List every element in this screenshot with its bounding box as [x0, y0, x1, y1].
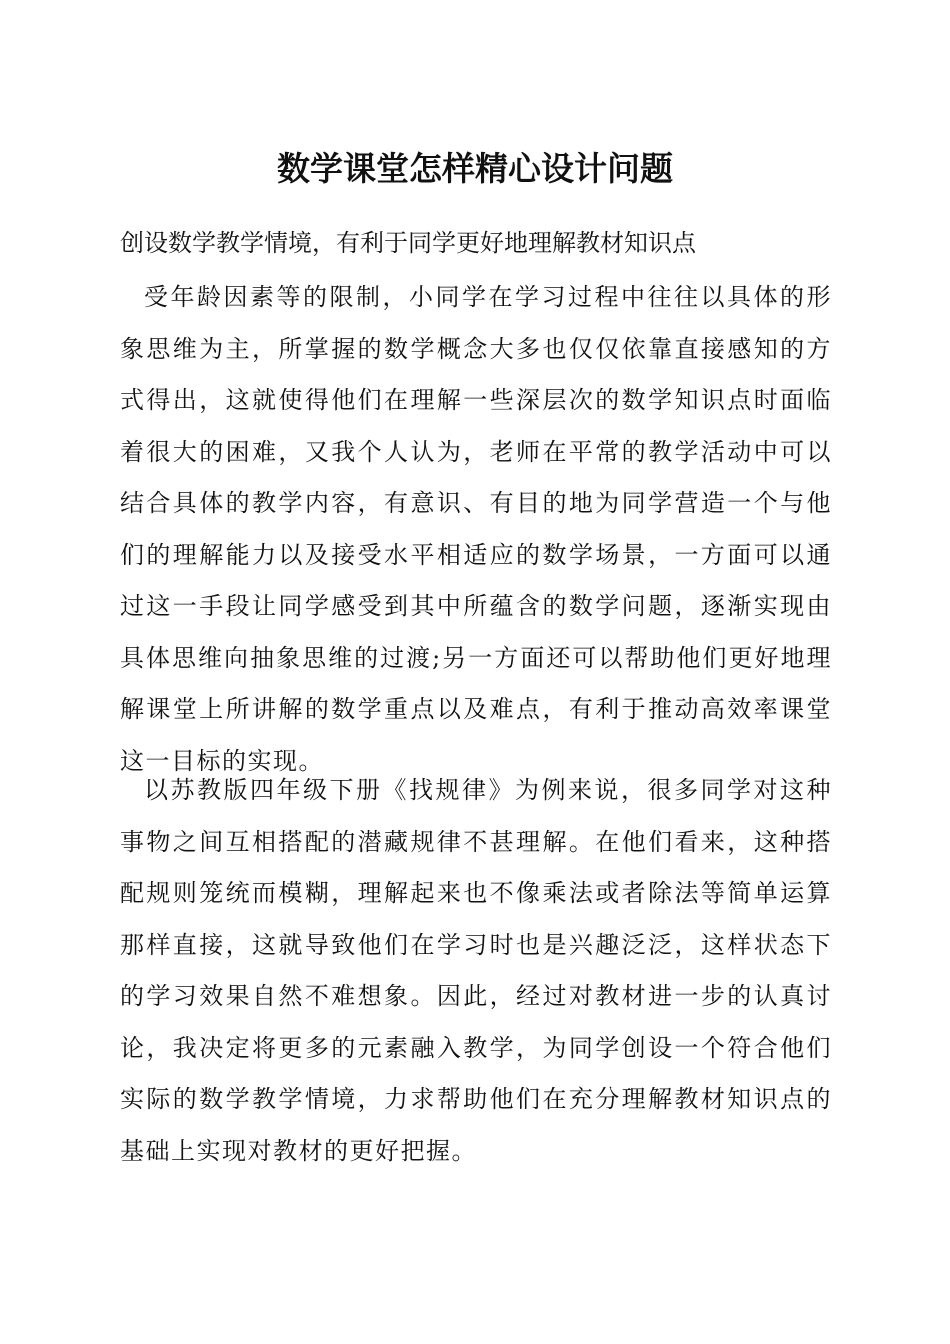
section-subheading: 创设数学教学情境，有利于同学更好地理解教材知识点: [120, 229, 696, 257]
document-title: 数学课堂怎样精心设计问题: [277, 149, 673, 188]
body-paragraph-1: 受年龄因素等的限制，小同学在学习过程中往往以具体的形象思维为主，所掌握的数学概念大多也仅仅依靠直接感知的方式得出，这就使得他们在理解一些深层次的数学知识点时面临着很大的困难，又我个人认为，老师在平常的教学活动中可以结合具体的教学内容，有意识、有目的地为同学营造一个与他们的理解能力以及接受水平相适应的数学场景，一方面可以通过这一手段让同学感受到其中所蕴含的数学问题，逐渐实现由具体思维向抽象思维的过渡;另一方面还可以帮助他们更好地理解课堂上所讲解的数学重点以及难点，有利于推动高效率课堂这一目标的实现。: [120, 283, 832, 775]
body-paragraph-2: 以苏教版四年级下册《找规律》为例来说，很多同学对这种事物之间互相搭配的潜藏规律不甚理解。在他们看来，这种搭配规则笼统而模糊，理解起来也不像乘法或者除法等简单运算那样直接，这就导致他们在学习时也是兴趣泛泛，这样状态下的学习效果自然不难想象。因此，经过对教材进一步的认真讨论，我决定将更多的元素融入教学，为同学创设一个符合他们实际的数学教学情境，力求帮助他们在充分理解教材知识点的基础上实现对教材的更好把握。: [120, 776, 832, 1165]
